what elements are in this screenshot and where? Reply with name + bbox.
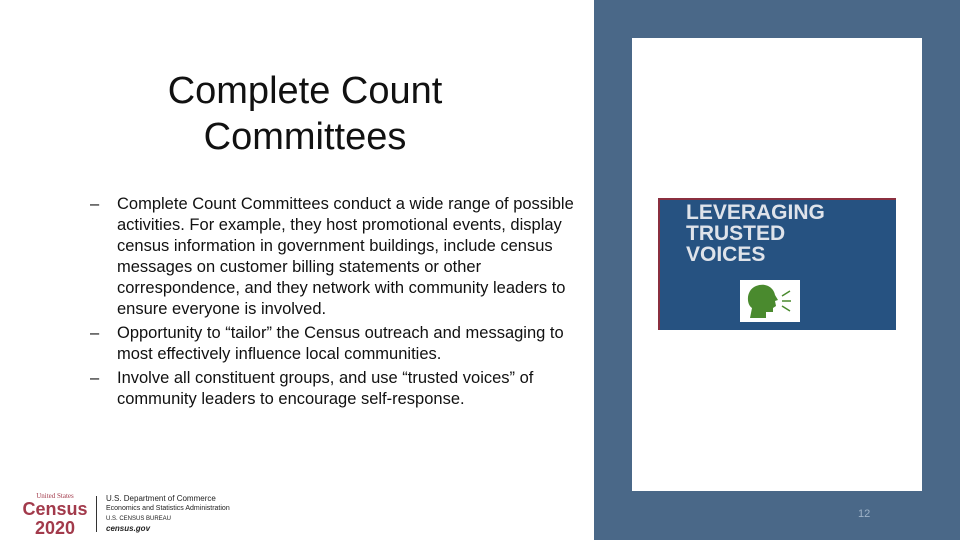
image-line: TRUSTED <box>686 222 786 245</box>
bullet-item: – Involve all constituent groups, and use “trusted voices” of community leaders to encourage self-response. <box>90 368 582 410</box>
bullet-item: – Complete Count Committees conduct a wide range of possible activities. For example, they host promotional events, display census information in government buildings, include census messages on customer billing statements or other correspondence, and they network with community leaders to ensure everyone is involved. <box>90 194 582 320</box>
slide-title: Complete Count Committees <box>167 70 443 158</box>
speaking-head-icon <box>740 280 800 322</box>
logo-site: census.gov <box>106 524 151 533</box>
bullet-item: – Opportunity to “tailor” the Census outreach and messaging to most effectively influence local communities. <box>90 323 582 365</box>
image-line: VOICES <box>686 243 766 266</box>
census-logo <box>22 492 272 538</box>
logo-dept: U.S. Department of Commerce <box>106 494 216 503</box>
logo-divider <box>96 496 97 532</box>
page-number: 12 <box>858 508 871 520</box>
image-line: LEVERAGING <box>686 201 825 224</box>
logo-bureau: U.S. CENSUS BUREAU <box>106 516 172 522</box>
logo-year: 2020 <box>34 518 76 538</box>
logo-united-states: United States <box>36 492 74 500</box>
logo-admin: Economics and Statistics Administration <box>106 505 230 512</box>
logo-census: Census <box>22 499 88 519</box>
bullet-list <box>90 194 582 413</box>
leveraging-trusted-voices-image <box>658 198 896 330</box>
